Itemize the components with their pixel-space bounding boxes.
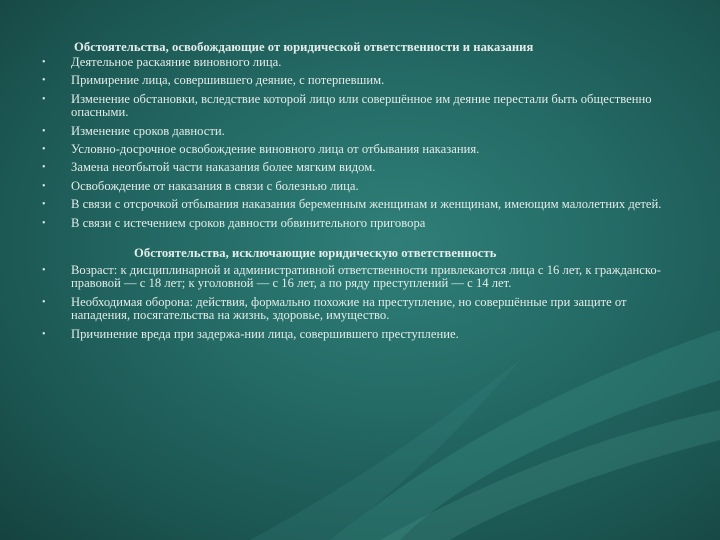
list-item: • Деятельное раскаяние виновного лица. (42, 55, 282, 69)
bullet-icon: • (42, 144, 46, 156)
bullet-icon: • (42, 296, 46, 308)
list-item: • Необходимая оборона: действия, формально похожие на преступление, но совершённые при защите от нападения, посягательства на жизнь, здоровье, имущество. (42, 294, 627, 323)
slide-content (38, 40, 688, 346)
bullet-icon: • (42, 57, 46, 68)
list-item: • В связи с отсрочкой отбывания наказания беременным женщинам и женщинам, имеющим малолетних детей. (42, 197, 662, 212)
list-item: • Изменение обстановки, вследствие которой лицо или совершённое им деяние перестали быть общественно опасными. (42, 91, 652, 120)
bullet-icon: • (42, 328, 46, 340)
section1-list (38, 56, 688, 230)
list-item: • В связи с истечением сроков давности обвинительного приговора (42, 215, 426, 230)
section2-title: Обстоятельства, исключающие юридическую ответственность (134, 246, 497, 261)
section1-title: Обстоятельства, освобождающие от юридической ответственности и наказания (74, 40, 534, 54)
bullet-icon: • (42, 162, 46, 174)
list-item: • Замена неотбытой части наказания более мягким видом. (42, 160, 376, 175)
list-item: • Примирение лица, совершившего деяние, с потерпевшим. (42, 73, 385, 88)
list-item: • Возраст: к дисциплинарной и административной ответственности привлекаются лица с 16 лет, к гражданско-правовой — с 18 лет; к уголовной — с 16 лет, а по ряду преступлений — с 14 лет. (42, 263, 661, 291)
bullet-icon: • (42, 217, 46, 229)
bullet-icon: • (42, 93, 46, 105)
list-item: • Освобождение от наказания в связи с болезнью лица. (42, 178, 359, 193)
list-item: • Причинение вреда при задержа-нии лица, совершившего преступление. (42, 326, 459, 341)
bullet-icon: • (42, 199, 46, 211)
bullet-icon: • (42, 265, 46, 277)
section2-list (38, 264, 688, 341)
bullet-icon: • (42, 180, 46, 192)
list-item: • Условно-досрочное освобождение виновного лица от отбывания наказания. (42, 142, 480, 157)
bullet-icon: • (42, 125, 46, 137)
list-item: • Изменение сроков давности. (42, 123, 225, 138)
bullet-icon: • (42, 75, 46, 87)
